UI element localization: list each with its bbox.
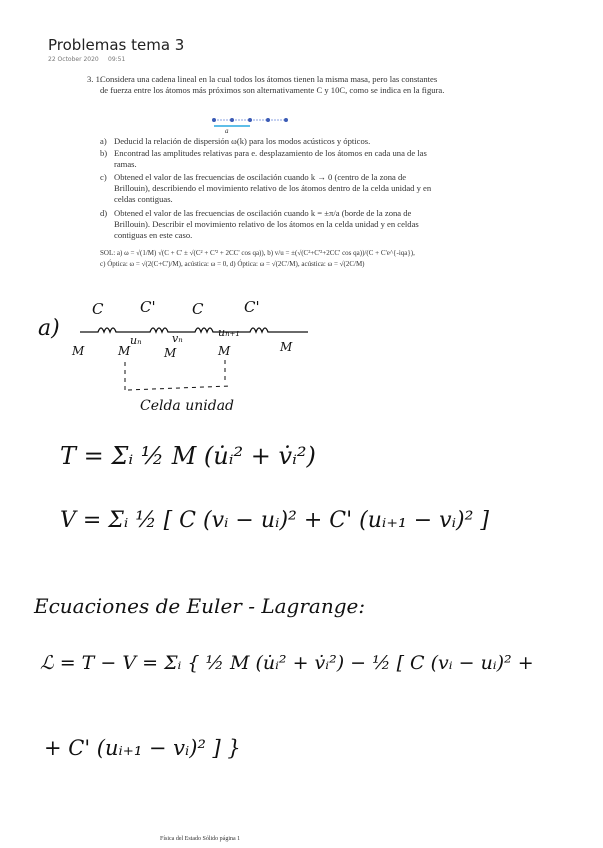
item-label: d) — [100, 208, 108, 218]
item-label: a) — [100, 136, 107, 146]
item-text: Obtened el valor de las frecuencias de oscilación cuando k = ±π/a (borde de la zona de Brillouin). Describir el movimiento relativo de los átomos en la celda unidad y en celdas contiguas en este caso. — [114, 208, 419, 240]
solution-line-1: SOL: a) ω = √(1/M) √(C + C' ± √(C² + C'² + 2CC' cos qa)), b) v/u = ±(√(C²+C'²+2CC' cos qa))/(C + C'e^{-iqa}), — [100, 249, 415, 257]
mass-label: M — [72, 344, 85, 358]
spring-label: C — [92, 300, 104, 318]
displacement-label: uₙ — [130, 334, 142, 347]
page-footer: Física del Estado Sólido página 1 — [160, 836, 241, 842]
problem-number: 3. 1. — [87, 74, 103, 84]
mass-label: M — [280, 340, 293, 354]
displacement-label: vₙ — [172, 332, 183, 345]
problem-intro: Considera una cadena lineal en la cual todos los átomos tienen la misma masa, pero las constantes de fuerza entre los átomos más próximos son alternativamente C y 10C, como se indica en la figura. — [100, 74, 445, 95]
page-date: 22 October 2020 — [48, 56, 99, 63]
displacement-label: uₙ₊₁ — [218, 326, 240, 339]
item-text: Obtened el valor de las frecuencias de oscilación cuando k → 0 (centro de la zona de Brillouin), describiendo el movimiento relativo de los átomos dentro de la celda unidad y en celdas contiguas. — [114, 172, 432, 204]
solution-line-2: c) Óptica: ω = √(2(C+C')/M), acústica: ω = 0, d) Óptica: ω = √(2C'/M), acústica: ω = √(2C/M) — [100, 259, 365, 268]
cell-label: Celda unidad — [140, 398, 235, 414]
page-time: 09:51 — [108, 56, 126, 63]
solution — [100, 248, 445, 270]
page-title[interactable]: Problemas tema 3 — [48, 36, 185, 54]
euler-lagrange-heading: Ecuaciones de Euler - Lagrange: — [34, 594, 366, 618]
problem-item-a — [100, 136, 440, 147]
item-label: c) — [100, 172, 107, 182]
kinetic-energy-equation: T = Σᵢ ½ M (u̇ᵢ² + v̇ᵢ²) — [60, 442, 316, 470]
mass-label: M — [164, 346, 177, 360]
mass-label: M — [118, 344, 131, 358]
problem-item-d — [100, 208, 440, 240]
problem-item-c — [100, 172, 440, 204]
part-a-label: a) — [38, 316, 60, 341]
spring-label: C — [192, 300, 204, 318]
item-text: Encontrad las amplitudes relativas para e. desplazamiento de los átomos en cada una de las ramas. — [114, 148, 427, 169]
figure-label: a — [225, 127, 229, 135]
problem-item-b — [100, 148, 440, 170]
item-text: Deducid la relación de dispersión ω(k) para los modos acústicos y ópticos. — [114, 136, 371, 146]
lagrangian-line-1: ℒ = T − V = Σᵢ { ½ M (u̇ᵢ² + v̇ᵢ²) − ½ [ C (vᵢ − uᵢ)² + — [40, 652, 534, 674]
chain-figure — [210, 112, 290, 134]
lagrangian-line-2: + C' (uᵢ₊₁ − vᵢ)² ] } — [44, 736, 241, 760]
mass-label: M — [218, 344, 231, 358]
spring-label: C' — [140, 298, 156, 316]
item-label: b) — [100, 148, 108, 158]
potential-energy-equation: V = Σᵢ ½ [ C (vᵢ − uᵢ)² + C' (uᵢ₊₁ − vᵢ)² ] — [60, 508, 490, 533]
spring-chain-drawing — [70, 300, 310, 400]
spring-label: C' — [244, 298, 260, 316]
